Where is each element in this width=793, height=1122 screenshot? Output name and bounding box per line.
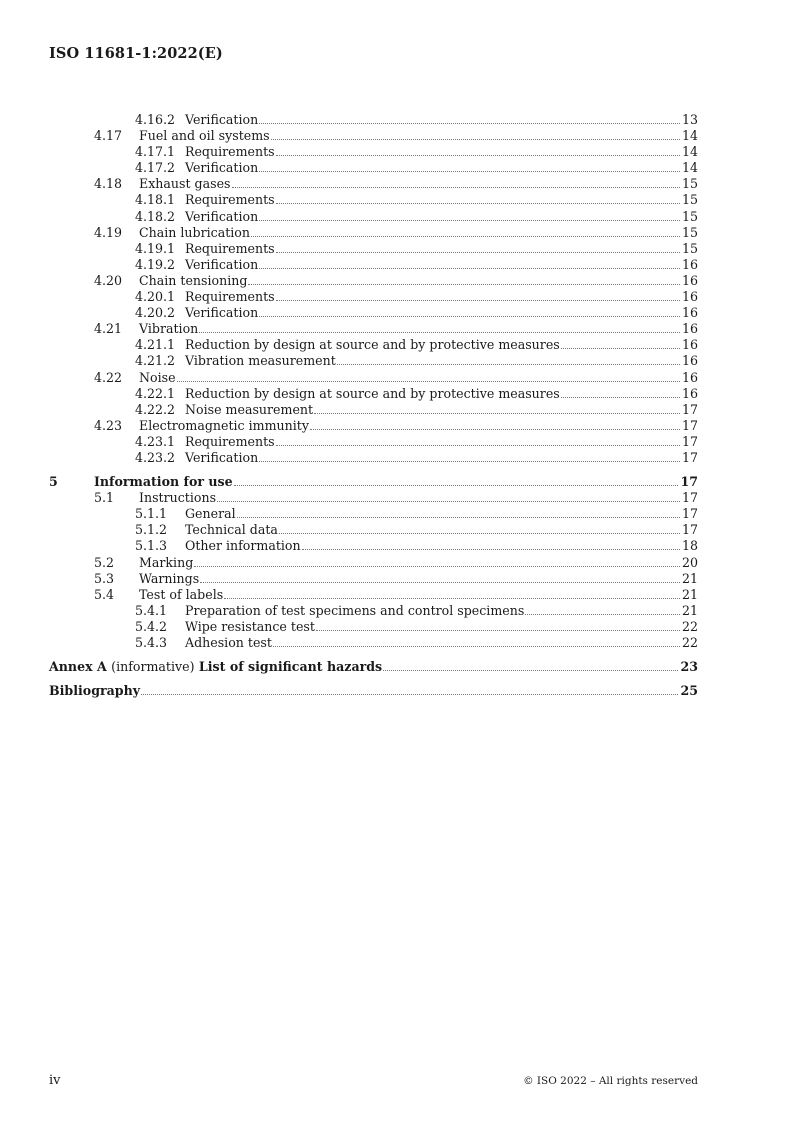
- leader-dots: [251, 225, 680, 237]
- toc-entry[interactable]: [49, 402, 698, 418]
- toc-section-number: 4.21.1: [135, 337, 176, 353]
- toc-page-number: 22: [681, 635, 698, 650]
- toc-section-title: Exhaust gases: [139, 176, 231, 192]
- toc-section-title: Noise: [139, 369, 176, 385]
- toc-section-title: Technical data: [185, 522, 278, 538]
- toc-section-number: 5.1: [94, 490, 115, 506]
- toc-page-number: 15: [681, 208, 698, 224]
- leader-dots: [259, 160, 680, 172]
- toc-section-number: 4.20.1: [135, 289, 176, 305]
- copyright-notice: © ISO 2022 – All rights reserved: [523, 1075, 698, 1087]
- toc-page-number: 17: [681, 401, 698, 417]
- toc-section-title: Requirements: [185, 144, 275, 160]
- toc-entry[interactable]: [49, 176, 698, 192]
- toc-section-number: 5.1.3: [135, 538, 168, 554]
- toc-section-title: Requirements: [185, 433, 275, 449]
- toc-section-number: 4.17: [94, 128, 123, 144]
- leader-dots: [314, 402, 680, 414]
- leader-dots: [383, 659, 678, 671]
- toc-section-number: 4.19.1: [135, 240, 176, 256]
- toc-entry[interactable]: [49, 209, 698, 225]
- toc-section-number: 4.23.1: [135, 433, 176, 449]
- toc-entry[interactable]: [49, 128, 698, 144]
- leader-dots: [310, 418, 680, 430]
- leader-dots: [259, 112, 680, 124]
- leader-dots: [224, 587, 680, 599]
- leader-dots: [217, 490, 680, 502]
- toc-entry[interactable]: [49, 144, 698, 160]
- toc-page-number: 13: [681, 112, 698, 127]
- toc-entry[interactable]: [49, 273, 698, 289]
- toc-page-number: 17: [681, 490, 698, 506]
- leader-dots: [259, 450, 680, 462]
- toc-page-number: 17: [681, 522, 698, 538]
- toc-entry[interactable]: [49, 587, 698, 603]
- toc-section-number: 4.19.2: [135, 256, 176, 272]
- toc-entry[interactable]: [49, 257, 698, 273]
- toc-section-title: Vibration: [139, 321, 199, 337]
- toc-section-number: 5.4.1: [135, 602, 168, 618]
- toc-section-title: Adhesion test: [185, 635, 272, 650]
- toc-entry[interactable]: [49, 434, 698, 450]
- leader-dots: [271, 128, 680, 140]
- toc-section-number: 5.1.1: [135, 506, 168, 522]
- leader-dots: [561, 337, 680, 349]
- leader-dots: [259, 257, 680, 269]
- toc-section-title: General: [185, 506, 236, 522]
- toc-section-number: 4.22.2: [135, 401, 176, 417]
- toc-entry[interactable]: [49, 603, 698, 619]
- leader-dots: [199, 321, 680, 333]
- toc-section-title: Test of labels: [139, 586, 224, 602]
- leader-dots: [234, 474, 679, 486]
- toc-section-title: Marking: [139, 554, 194, 570]
- toc-page-number: 14: [681, 160, 698, 176]
- toc-entry[interactable]: [49, 450, 698, 466]
- leader-dots: [276, 144, 680, 156]
- toc-page-number: 16: [681, 337, 698, 353]
- toc-entry[interactable]: [49, 522, 698, 538]
- toc-section-title: Reduction by design at source and by protective measures: [185, 385, 560, 401]
- toc-section-number: 5.4.3: [135, 635, 168, 650]
- toc-entry[interactable]: [49, 305, 698, 321]
- toc-section-number: 4.20: [94, 272, 123, 288]
- toc-section-number: 4.21.2: [135, 353, 176, 369]
- toc-page-number: 15: [681, 224, 698, 240]
- toc-section-number: 4.18.2: [135, 208, 176, 224]
- toc-entry[interactable]: [49, 571, 698, 587]
- toc-section-number: 4.21: [94, 321, 123, 337]
- toc-section-number: 4.22.1: [135, 385, 176, 401]
- leader-dots: [248, 273, 680, 285]
- toc-section-number: 4.18.1: [135, 192, 176, 208]
- leader-dots: [200, 571, 680, 583]
- toc-entry-bibliography[interactable]: [49, 683, 698, 699]
- toc-section-number: 5.1.2: [135, 522, 168, 538]
- toc-page-number: 14: [681, 144, 698, 160]
- toc-entry-annex-a[interactable]: [49, 659, 698, 675]
- toc-section-number: 5.2: [94, 554, 115, 570]
- toc-entry[interactable]: [49, 370, 698, 386]
- toc-page-number: 21: [681, 586, 698, 602]
- toc-entry[interactable]: [49, 192, 698, 208]
- toc-page-number: 16: [681, 272, 698, 288]
- toc-section-title: Requirements: [185, 289, 275, 305]
- toc-section-number: 4.16.2: [135, 112, 176, 127]
- toc-section-number: 4.17.2: [135, 160, 176, 176]
- leader-dots: [337, 353, 680, 365]
- toc-section-title: Wipe resistance test: [185, 618, 315, 634]
- leader-dots: [302, 538, 680, 550]
- leader-dots: [525, 603, 680, 615]
- toc-section-title: Verification: [185, 305, 259, 321]
- annex-qualifier: (informative): [111, 659, 195, 675]
- toc-page-number: 17: [681, 417, 698, 433]
- toc-entry[interactable]: [49, 490, 698, 506]
- toc-section-title: Noise measurement: [185, 401, 314, 417]
- toc-entry[interactable]: [49, 289, 698, 305]
- toc-page-number: 15: [681, 240, 698, 256]
- toc-section-title: Verification: [185, 112, 259, 127]
- toc-section-number: 4.17.1: [135, 144, 176, 160]
- toc-page-number: 14: [681, 128, 698, 144]
- toc-entry[interactable]: [49, 418, 698, 434]
- toc-page-number: 16: [681, 353, 698, 369]
- leader-dots: [259, 209, 680, 221]
- leader-dots: [279, 522, 680, 534]
- toc-section-title: Instructions: [139, 490, 217, 506]
- toc-entry[interactable]: [49, 337, 698, 353]
- toc-page-number: 17: [680, 474, 698, 490]
- toc-page-number: 16: [681, 289, 698, 305]
- toc-section-number: 4.23.2: [135, 449, 176, 465]
- toc-page-number: 16: [681, 385, 698, 401]
- toc-section-title: Other information: [185, 538, 301, 554]
- leader-dots: [177, 370, 680, 382]
- toc-section-number: 4.22: [94, 369, 123, 385]
- leader-dots: [194, 555, 680, 567]
- toc-block-clause-4: [49, 112, 698, 466]
- toc-page-number: 16: [681, 369, 698, 385]
- bibliography-title: Bibliography: [49, 683, 141, 699]
- toc-entry[interactable]: [49, 160, 698, 176]
- toc-page-number: 25: [680, 683, 698, 699]
- toc-section-title: Verification: [185, 208, 259, 224]
- toc-page-number: 16: [681, 321, 698, 337]
- toc-page-number: 16: [681, 305, 698, 321]
- toc-entry[interactable]: [49, 506, 698, 522]
- leader-dots: [276, 434, 680, 446]
- toc-section-number: 5.3: [94, 570, 115, 586]
- toc-entry[interactable]: [49, 555, 698, 571]
- toc-section-title: Chain lubrication: [139, 224, 250, 240]
- toc-entry[interactable]: [49, 321, 698, 337]
- toc-page-number: 17: [681, 433, 698, 449]
- page-number: iv: [49, 1073, 61, 1088]
- toc-section-title: Fuel and oil systems: [139, 128, 270, 144]
- toc-section-title: Vibration measurement: [185, 353, 336, 369]
- leader-dots: [141, 683, 678, 695]
- toc-page-number: 22: [681, 618, 698, 634]
- leader-dots: [561, 386, 680, 398]
- toc-page-number: 23: [680, 659, 698, 675]
- toc-page-number: 15: [681, 192, 698, 208]
- toc-entry[interactable]: [49, 241, 698, 257]
- toc-section-number: 4.23: [94, 417, 123, 433]
- toc-section-title: Preparation of test specimens and control specimens: [185, 602, 525, 618]
- annex-label: Annex A: [49, 659, 107, 675]
- leader-dots: [276, 289, 680, 301]
- toc-page-number: 21: [681, 570, 698, 586]
- table-of-contents: [49, 112, 698, 699]
- toc-page-number: 16: [681, 256, 698, 272]
- toc-section-title: Reduction by design at source and by protective measures: [185, 337, 560, 353]
- toc-page-number: 18: [681, 538, 698, 554]
- toc-section-title: Requirements: [185, 240, 275, 256]
- toc-entry[interactable]: [49, 619, 698, 635]
- toc-section-title: Verification: [185, 449, 259, 465]
- toc-page-number: 15: [681, 176, 698, 192]
- toc-section-title: Verification: [185, 160, 259, 176]
- toc-section-title: Chain tensioning: [139, 272, 248, 288]
- leader-dots: [237, 506, 680, 518]
- leader-dots: [232, 176, 680, 188]
- toc-entry[interactable]: [49, 635, 698, 651]
- leader-dots: [276, 192, 680, 204]
- toc-section-number: 4.20.2: [135, 305, 176, 321]
- toc-section-number: 5: [49, 474, 58, 490]
- toc-section-title: Warnings: [139, 570, 200, 586]
- toc-section-number: 5.4.2: [135, 618, 168, 634]
- leader-dots: [276, 241, 680, 253]
- toc-page-number: 20: [681, 554, 698, 570]
- annex-title: List of significant hazards: [198, 659, 383, 675]
- document-id: ISO 11681-1:2022(E): [49, 45, 223, 62]
- toc-entry[interactable]: [49, 386, 698, 402]
- toc-entry[interactable]: [49, 112, 698, 128]
- toc-section-number: 4.18: [94, 176, 123, 192]
- toc-section-title: Electromagnetic immunity: [139, 417, 309, 433]
- leader-dots: [259, 305, 680, 317]
- toc-entry[interactable]: [49, 538, 698, 554]
- toc-entry[interactable]: [49, 474, 698, 490]
- toc-page-number: 17: [681, 506, 698, 522]
- leader-dots: [273, 635, 680, 647]
- toc-block-clause-5: [49, 474, 698, 651]
- toc-entry[interactable]: [49, 353, 698, 369]
- toc-section-title: Information for use: [94, 474, 233, 490]
- toc-section-number: 4.19: [94, 224, 123, 240]
- toc-page-number: 17: [681, 449, 698, 465]
- leader-dots: [316, 619, 680, 631]
- toc-entry[interactable]: [49, 225, 698, 241]
- toc-section-number: 5.4: [94, 586, 115, 602]
- toc-page-number: 21: [681, 602, 698, 618]
- toc-section-title: Verification: [185, 256, 259, 272]
- toc-section-title: Requirements: [185, 192, 275, 208]
